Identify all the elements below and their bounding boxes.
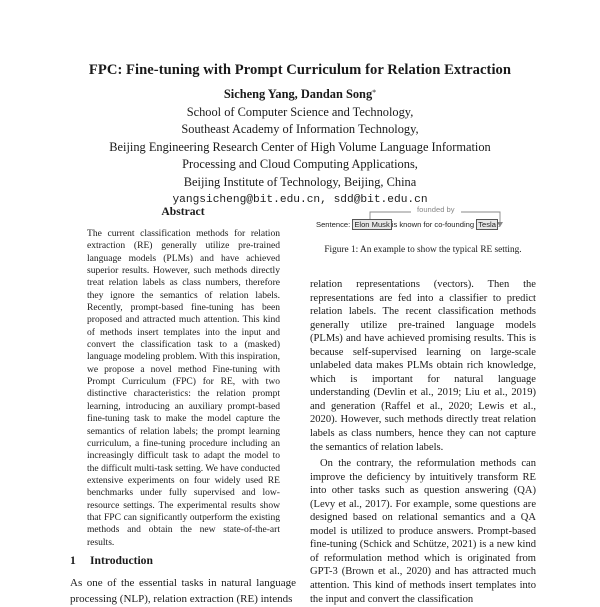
affiliation-line: School of Computer Science and Technology,: [186, 104, 414, 119]
introduction-left-text: [70, 576, 296, 607]
relation-label: founded by: [417, 205, 455, 214]
abstract-body: [87, 228, 280, 549]
section-title: Introduction: [90, 554, 153, 567]
sentence-end: .: [497, 220, 501, 229]
intro-paragraph: As one of the essential tasks in natural language processing (NLP), relation extraction (RE) intends: [70, 577, 296, 605]
right-column-text: [310, 278, 536, 606]
figure-1: [310, 198, 532, 248]
affiliation-line: Beijing Institute of Technology, Beijing, China: [183, 174, 417, 189]
figure-caption: Figure 1: An example to show the typical RE setting.: [324, 245, 522, 255]
sentence-prefix: Sentence:: [316, 220, 351, 229]
author-names: [0, 86, 600, 104]
section-heading: [70, 554, 153, 567]
author-names-text: Sicheng Yang, Dandan Song: [223, 87, 373, 101]
sentence-middle: is known for co-founding: [391, 220, 475, 229]
relation-arc: [310, 198, 532, 238]
abstract-heading: Abstract: [161, 205, 205, 218]
affiliation-line: Processing and Cloud Computing Applications,: [182, 157, 418, 172]
author-emails: yangsicheng@bit.edu.cn, sdd@bit.edu.cn: [172, 193, 428, 206]
author-block: [0, 86, 600, 209]
corresponding-author-mark: *: [372, 88, 377, 97]
abstract-text: The current classification methods for relation extraction (RE) generally utilize pre-trained language models (PLMs) and have achieved superior results. However, such methods directly treat relation labels as class numbers, therefore they ignore the semantics of relation labels. Recently, prompt-based fine-tuning has been proposed and attracted much attention. This kind of methods insert templates into the input and convert the classification task to a (masked) language modeling problem. With this inspiration, we propose a novel method Fine-tuning with Prompt Curriculum (FPC) for RE, with two distinctive characteristics: the relation prompt learning, introducing an auxiliary prompt-based fine-tuning task to make the model capture the semantics of relation labels; the prompt learning curriculum, a fine-tuning procedure including an increasingly difficult task to adapt the model to the difficult multi-task setting. We have conducted extensive experiments on four widely used RE benchmarks under fully supervised and low-resource settings. The experimental results show that FPC can significantly outperform the existing methods and obtain the new state-of-the-art results.: [87, 228, 280, 548]
right-paragraph-2: On the contrary, the reformulation methods can improve the deficiency by intuitively transform RE into other tasks such as question answering (QA) (Levy et al., 2017). For example, some questions are designed based on relational semantics and a QA model is utilized to produce answers. Prompt-based fine-tuning (Schick and Schütze, 2021) is a new kind of reformulation method which is originated from GPT-3 (Brown et al., 2020) and has attracted much attention. This kind of methods insert templates into the input and convert the classification: [310, 458, 536, 605]
head-entity: Elon Musk: [354, 220, 390, 229]
example-sentence: [316, 220, 500, 229]
paper-title: FPC: Fine-tuning with Prompt Curriculum for Relation Extraction: [88, 62, 512, 78]
tail-entity: Tesla: [478, 220, 496, 229]
section-number: 1: [70, 554, 76, 567]
affiliation-line: Southeast Academy of Information Technology,: [181, 122, 419, 137]
affiliation-line: Beijing Engineering Research Center of High Volume Language Information: [109, 139, 491, 154]
right-paragraph-1: relation representations (vectors). Then the representations are fed into a classifier to predict relation labels. The recent classification methods generally utilize pre-trained language models (PLMs) and have achieved promising results. This is because self-supervised learning on large-scale unlabeled data makes PLMs obtain rich knowledge, which is important for natural language understanding (Devlin et al., 2019; Liu et al., 2019) and generation (Raffel et al., 2020; Lewis et al., 2020). However, such methods directly treat relation labels as class numbers, hence they can not capture the semantics of relation labels.: [310, 279, 536, 453]
